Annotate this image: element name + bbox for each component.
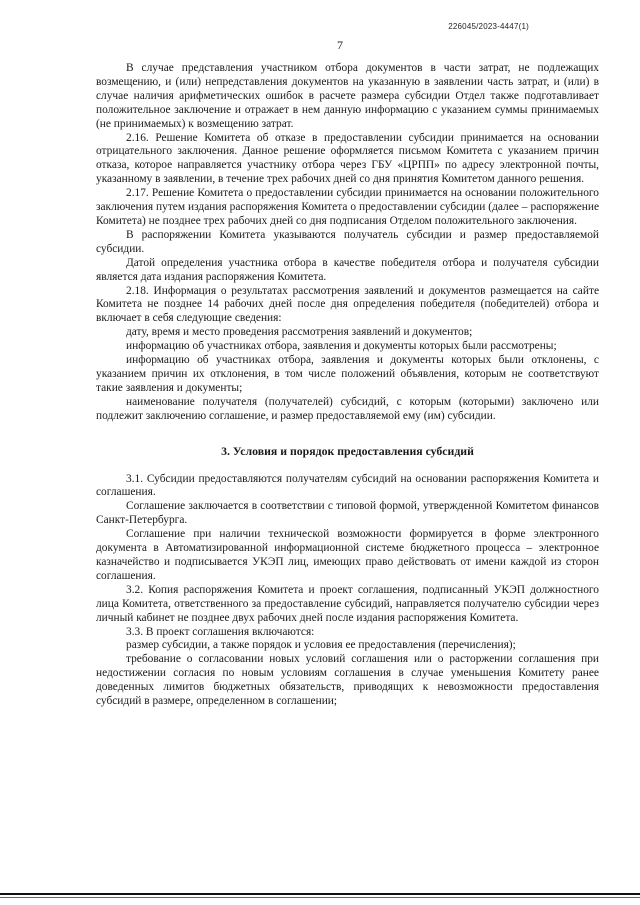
list-item: требование о согласовании новых условий соглашения или о расторжении соглашения при недостижении согласия по новым условиям соглашения в случае уменьшения Комитету ранее доведенных лимитов бюджетных обязательств, приводящих к невозможности предоставления субсидий в размере, определенном в соглашении;	[96, 653, 599, 708]
document-registration-number: 226045/2023-4447(1)	[448, 22, 529, 31]
paragraph-3-2: 3.2. Копия распоряжения Комитета и проект соглашения, подписанный УКЭП должностного лица Комитета, ответственного за предоставление субсидий, направляется получателю субсидии через личный кабинет не позднее двух рабочих дней после издания распоряжения Комитета.	[96, 583, 599, 624]
list-item: информацию об участниках отбора, заявления и документы которых были рассмотрены;	[126, 340, 557, 353]
list-item: информацию об участниках отбора, заявления и документы которых были отклонены, с указанием причин их отклонения, в том числе положений объявления, которым не соответствуют такие заявления и документы;	[96, 354, 599, 394]
paragraph: Соглашение заключается в соответствии с типовой формой, утвержденной Комитетом финансов Санкт-Петербурга.	[96, 500, 599, 527]
section-heading: 3. Условия и порядок предоставления субсидий	[221, 443, 474, 458]
paragraph: В распоряжении Комитета указываются получатель субсидии и размер предоставляемой субсидии.	[96, 228, 599, 255]
page-bottom-border	[0, 893, 640, 895]
paragraph-2-17: 2.17. Решение Комитета о предоставлении субсидии принимается на основании положительного заключения путем издания распоряжения Комитета о предоставлении субсидии (далее – распоряжение Комитета) не позднее трех рабочих дней со дня подписания Отделом положительного заключения.	[96, 187, 599, 227]
paragraph: В случае представления участником отбора документов в части затрат, не подлежащих возмещению, и (или) непредставления документов на указанную в заявлении часть затрат, и (или) в случае наличия арифметических ошибок в расчете размера субсидии Отдел также подготавливает положительное заключение и отражает в нем данную информацию с указанием суммы принимаемых (не принимаемых) к возмещению затрат.	[96, 62, 599, 130]
page-bottom-border-thin	[0, 897, 640, 898]
paragraph: Датой определения участника отбора в качестве победителя отбора и получателя субсидии является дата издания распоряжения Комитета.	[96, 256, 599, 283]
page-number: 7	[337, 38, 343, 52]
paragraph-3-1: 3.1. Субсидии предоставляются получателям субсидий на основании распоряжения Комитета и соглашения.	[96, 472, 599, 499]
paragraph-3-3: 3.3. В проект соглашения включаются:	[126, 625, 315, 638]
paragraph-2-16: 2.16. Решение Комитета об отказе в предоставлении субсидии принимается на основании отрицательного заключения. Данное решение оформляется письмом Комитета с указанием причин отказа, которое направляется участнику отбора через ГБУ «ЦРПП» по адресу электронной почты, указанному в заявлении, в течение трех рабочих дней со дня принятия Комитетом данного решения.	[96, 131, 599, 186]
paragraph-2-18: 2.18. Информация о результатах рассмотрения заявлений и документов размещается на сайте Комитета не позднее 14 рабочих дней после дня определения победителя (победителей) отбора и включает в себя следующие сведения:	[96, 284, 599, 325]
list-item: размер субсидии, а также порядок и условия ее предоставления (перечисления);	[126, 639, 516, 652]
list-item: наименование получателя (получателей) субсидий, с которым (которыми) заключено или подлежит заключению соглашение, и размер предоставляемой ему (им) субсидии.	[96, 395, 599, 422]
paragraph: Соглашение при наличии технической возможности формируется в форме электронного документа в Автоматизированной информационной системе бюджетного процесса – электронное казначейство и подписывается УКЭП лиц, имеющих право действовать от имени каждой из сторон соглашения.	[96, 528, 599, 582]
list-item: дату, время и место проведения рассмотрения заявлений и документов;	[126, 326, 473, 339]
document-body	[96, 62, 599, 709]
